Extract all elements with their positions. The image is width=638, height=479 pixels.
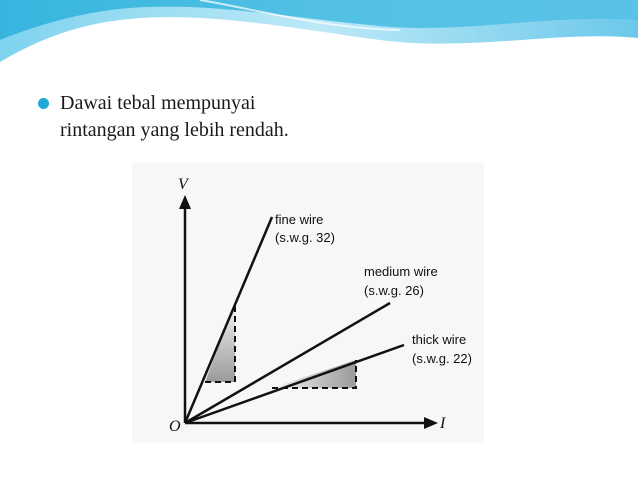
thick-wire-gauge: (s.w.g. 22) xyxy=(412,351,472,366)
bullet-text xyxy=(60,90,289,144)
fine-wire-gauge: (s.w.g. 32) xyxy=(275,230,335,245)
bullet-line-1: Dawai tebal mempunyai xyxy=(60,92,256,114)
medium-wire-gauge: (s.w.g. 26) xyxy=(364,283,424,298)
medium-wire-label: medium wire xyxy=(364,264,438,279)
fine-wire-label: fine wire xyxy=(275,212,324,227)
vi-graph xyxy=(132,163,484,443)
y-axis-arrow-icon xyxy=(179,195,191,209)
header-wave-decoration xyxy=(0,0,638,80)
bullet-line-2: rintangan yang lebih rendah. xyxy=(60,119,289,141)
y-axis-label: V xyxy=(178,176,188,193)
origin-label: O xyxy=(169,418,181,435)
vi-graph-figure xyxy=(132,163,484,443)
thick-wire-label: thick wire xyxy=(412,332,467,347)
fine-wire-line xyxy=(185,217,272,423)
x-axis-label: I xyxy=(440,415,446,432)
x-axis-arrow-icon xyxy=(424,417,438,429)
bullet-icon xyxy=(38,98,49,109)
